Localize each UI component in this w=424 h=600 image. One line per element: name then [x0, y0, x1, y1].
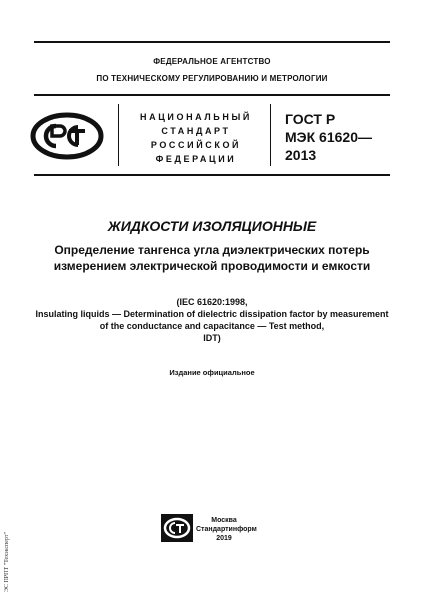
- standard-line-4: ФЕДЕРАЦИИ: [155, 154, 237, 164]
- designation-line-2: МЭК 61620—: [285, 129, 372, 145]
- document-title: ЖИДКОСТИ ИЗОЛЯЦИОННЫЕ: [107, 218, 317, 234]
- designation-line-3: 2013: [285, 147, 317, 163]
- designation-line-1: ГОСТ Р: [285, 111, 336, 127]
- iec-ref-line-2: Insulating liquids — Determination of dielectric dissipation factor by measurement: [35, 309, 389, 319]
- publisher-city: Москва: [211, 517, 237, 524]
- iec-ref-line-3: of the conductance and capacitance — Test method,: [99, 321, 325, 331]
- side-watermark-note: ЭС ПРПТ "Техэксперт": [4, 532, 10, 592]
- header-rule: [34, 94, 390, 96]
- edition-label: Издание официальное: [169, 368, 255, 377]
- standard-line-1: НАЦИОНАЛЬНЫЙ: [140, 112, 252, 122]
- iec-ref-line-4: IDT): [203, 333, 221, 343]
- document-subtitle-line-1: Определение тангенса угла диэлектрических потерь: [54, 243, 370, 257]
- block-divider-right: [270, 104, 271, 166]
- top-rule: [34, 41, 390, 43]
- publisher-logo-icon: [161, 514, 193, 542]
- publisher-year: 2019: [216, 535, 232, 542]
- iec-ref-line-1: (IEC 61620:1998,: [176, 297, 248, 307]
- agency-line-2: ПО ТЕХНИЧЕСКОМУ РЕГУЛИРОВАНИЮ И МЕТРОЛОГИИ: [96, 74, 328, 83]
- document-subtitle-line-2: измерением электрической проводимости и емкости: [53, 259, 371, 273]
- standard-line-2: СТАНДАРТ: [161, 126, 231, 136]
- rst-logo-icon: [30, 112, 104, 160]
- publisher-name: Стандартинформ: [196, 526, 257, 533]
- block-rule: [34, 174, 390, 176]
- standard-line-3: РОССИЙСКОЙ: [150, 140, 242, 150]
- block-divider-left: [118, 104, 119, 166]
- agency-line-1: ФЕДЕРАЛЬНОЕ АГЕНТСТВО: [153, 57, 271, 66]
